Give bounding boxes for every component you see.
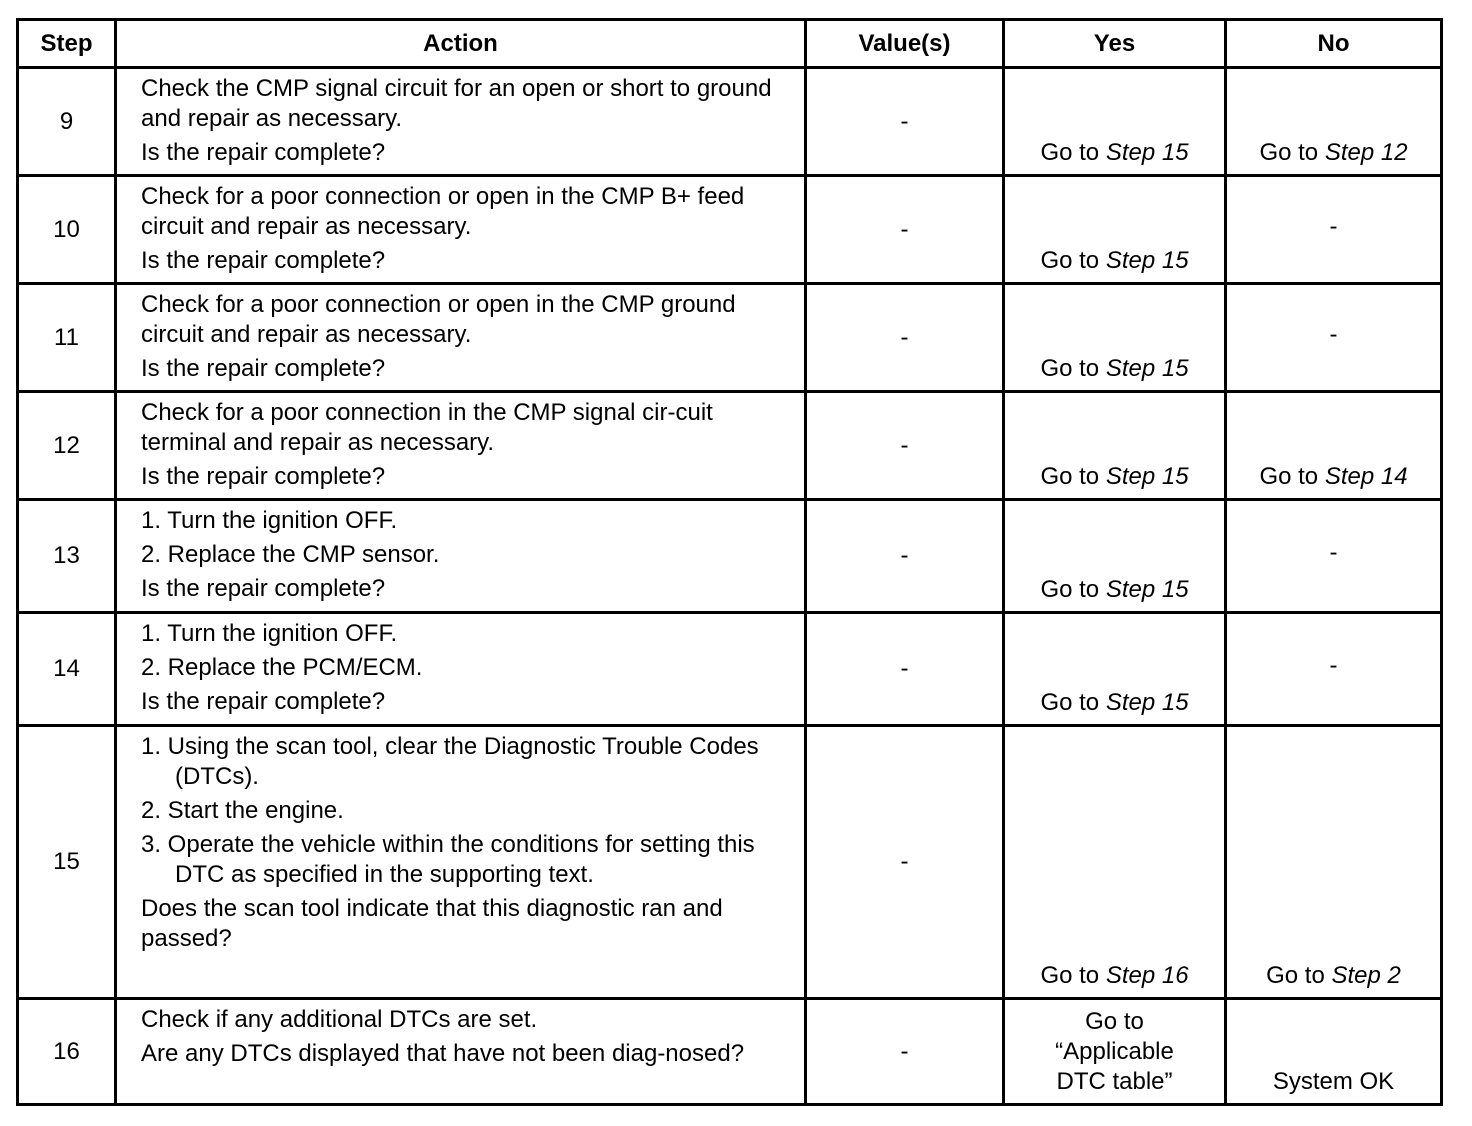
yes-cell [1004,68,1226,176]
value-cell: - [806,726,1004,999]
value-cell: - [806,392,1004,500]
yes-cell [1004,726,1226,999]
action-cell [116,68,806,176]
yes-prefix: Go to [1040,463,1106,490]
no-cell [1226,726,1442,999]
value-cell: - [806,613,1004,726]
action-step-item: 2. Replace the PCM/ECM. [141,654,423,681]
action-question: Is the repair complete? [141,688,386,715]
step-number: 11 [18,284,116,392]
no-prefix: - [1329,652,1338,679]
value-cell: - [806,500,1004,613]
table-row [18,726,1442,999]
action-cell [116,284,806,392]
action-instruction: Check for a poor connection or open in the CMP B+ feed circuit and repair as necessary. [141,183,745,240]
action-instruction: Check the CMP signal circuit for an open or short to ground and repair as necessary. [141,75,772,132]
step-number: 10 [18,176,116,284]
value-cell: - [806,68,1004,176]
no-cell [1226,284,1442,392]
action-instruction: Check for a poor connection in the CMP signal cir-cuit terminal and repair as necessary. [141,399,713,456]
value-cell: - [806,999,1004,1105]
no-cell [1226,613,1442,726]
header-step: Step [18,20,116,68]
no-prefix: System OK [1272,1068,1395,1095]
yes-step-link: Step 15 [1105,689,1189,716]
yes-cell [1004,284,1226,392]
action-step-item: 3. Operate the vehicle within the conditions for setting this DTC as specified in the supporting text. [141,831,755,888]
action-step-list [141,619,792,683]
step-number: 13 [18,500,116,613]
header-values: Value(s) [806,20,1004,68]
action-question: Is the repair complete? [141,575,386,602]
yes-cell [1004,500,1226,613]
action-question: Are any DTCs displayed that have not been diag-nosed? [141,1040,745,1067]
yes-text-line: DTC table” [1056,1067,1173,1095]
yes-step-link: Step 16 [1105,962,1189,989]
table-row [18,999,1442,1105]
yes-step-link: Step 15 [1105,139,1189,166]
yes-step-link: Step 15 [1105,247,1189,274]
no-prefix: Go to [1266,962,1332,989]
action-cell [116,500,806,613]
step-number: 16 [18,999,116,1105]
no-prefix: - [1329,212,1338,240]
action-step-list [141,732,792,890]
no-step-link: Step 14 [1324,463,1408,490]
diagnostic-table [16,18,1443,1106]
action-step-item: 1. Turn the ignition OFF. [141,620,398,647]
action-cell [116,726,806,999]
table-row [18,392,1442,500]
action-cell [116,392,806,500]
header-action: Action [116,20,806,68]
yes-step-link: Step 15 [1105,576,1189,603]
action-instruction: Check if any additional DTCs are set. [141,1006,538,1033]
no-prefix: - [1329,539,1338,566]
table-row [18,284,1442,392]
value-cell: - [806,284,1004,392]
header-row [18,20,1442,68]
action-cell [116,999,806,1105]
action-cell [116,613,806,726]
no-prefix: - [1329,320,1338,348]
action-cell [116,176,806,284]
no-cell [1226,176,1442,284]
yes-text-line: Go to [1085,1007,1144,1035]
yes-cell [1004,613,1226,726]
action-question: Is the repair complete? [141,247,386,274]
no-cell [1226,68,1442,176]
action-question: Is the repair complete? [141,139,386,166]
yes-prefix: Go to [1040,962,1106,989]
header-no: No [1226,20,1442,68]
yes-prefix: Go to [1040,247,1106,274]
action-step-item: 2. Start the engine. [141,797,344,824]
action-step-list [141,506,792,570]
action-step-item: 1. Turn the ignition OFF. [141,507,398,534]
no-cell [1226,999,1442,1105]
yes-prefix: Go to [1040,576,1106,603]
action-instruction: Check for a poor connection or open in the CMP ground circuit and repair as necessary. [141,291,736,348]
no-step-link: Step 2 [1331,962,1401,989]
action-step-item: 1. Using the scan tool, clear the Diagnostic Trouble Codes (DTCs). [141,733,759,790]
action-step-item: 2. Replace the CMP sensor. [141,541,440,568]
no-cell [1226,392,1442,500]
yes-cell [1004,176,1226,284]
no-prefix: Go to [1259,139,1325,166]
table-row [18,613,1442,726]
table-row [18,68,1442,176]
yes-prefix: Go to [1040,139,1106,166]
action-question: Does the scan tool indicate that this diagnostic ran and passed? [141,895,723,952]
yes-cell [1004,392,1226,500]
yes-step-link: Step 15 [1105,463,1189,490]
value-cell: - [806,176,1004,284]
no-step-link: Step 12 [1324,139,1408,166]
header-yes: Yes [1004,20,1226,68]
step-number: 12 [18,392,116,500]
table-row [18,500,1442,613]
yes-cell [1004,999,1226,1105]
yes-prefix: Go to [1040,355,1106,382]
yes-step-link: Step 15 [1105,355,1189,382]
yes-prefix: Go to [1040,689,1106,716]
step-number: 15 [18,726,116,999]
action-question: Is the repair complete? [141,463,386,490]
table-row [18,176,1442,284]
step-number: 9 [18,68,116,176]
yes-text-line: “Applicable [1055,1037,1174,1065]
no-prefix: Go to [1259,463,1325,490]
step-number: 14 [18,613,116,726]
no-cell [1226,500,1442,613]
action-question: Is the repair complete? [141,355,386,382]
